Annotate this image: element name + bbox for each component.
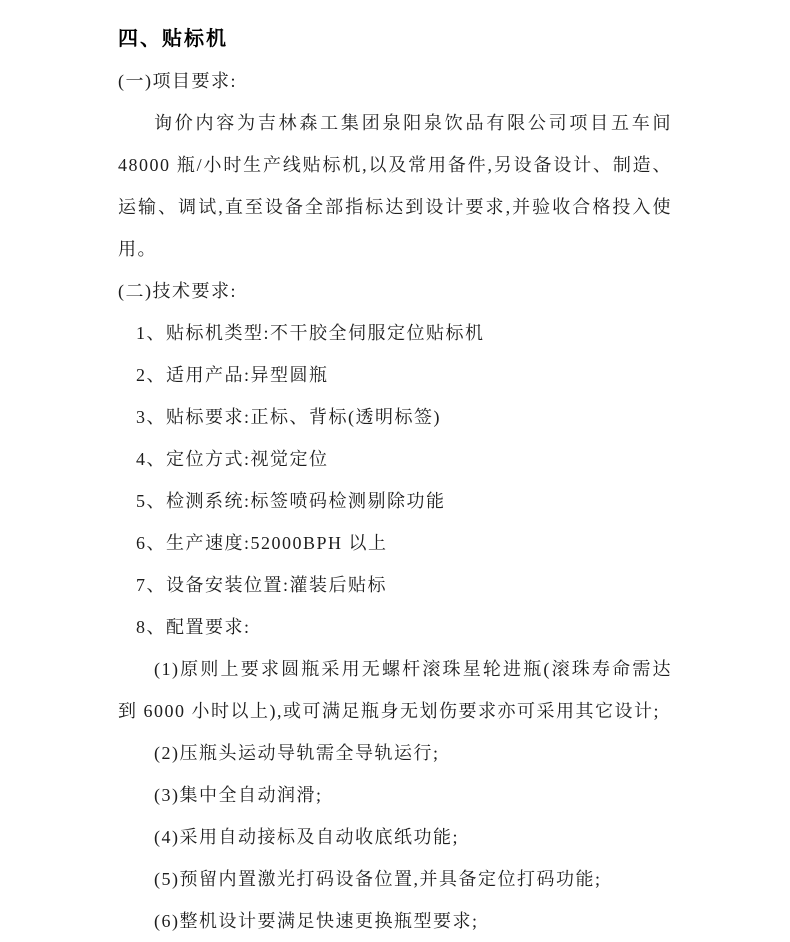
config-item-auto-lubrication: (3)集中全自动润滑;: [154, 785, 323, 805]
section-2-title: (二)技术要求:: [118, 281, 237, 301]
config-item-press-head-rail: (2)压瓶头运动导轨需全导轨运行;: [154, 743, 440, 763]
config-item-quick-changeover: (6)整机设计要满足快速更换瓶型要求;: [154, 911, 479, 931]
tech-item-positioning-method: 4、定位方式:视觉定位: [136, 449, 329, 469]
tech-item-labeler-type: 1、贴标机类型:不干胶全伺服定位贴标机: [136, 323, 485, 343]
section-1-title: (一)项目要求:: [118, 71, 237, 91]
tech-item-install-position: 7、设备安装位置:灌装后贴标: [136, 575, 387, 595]
tech-item-configuration: 8、配置要求:: [136, 617, 251, 637]
tech-item-labeling-requirement: 3、贴标要求:正标、背标(透明标签): [136, 407, 441, 427]
doc-heading: 四、贴标机: [118, 28, 228, 50]
tech-item-production-speed: 6、生产速度:52000BPH 以上: [136, 533, 388, 553]
tech-item-detection-system: 5、检测系统:标签喷码检测剔除功能: [136, 491, 446, 511]
config-item-bottle-infeed: (1)原则上要求圆瓶采用无螺杆滚珠星轮进瓶(滚珠寿命需达到 6000 小时以上),或可满足瓶身无划伤要求亦可采用其它设计;: [118, 659, 672, 721]
config-item-auto-splicing: (4)采用自动接标及自动收底纸功能;: [154, 827, 459, 847]
tech-item-applicable-product: 2、适用产品:异型圆瓶: [136, 365, 329, 385]
project-requirements-paragraph: 询价内容为吉林森工集团泉阳泉饮品有限公司项目五车间 48000 瓶/小时生产线贴标机,以及常用备件,另设备设计、制造、运输、调试,直至设备全部指标达到设计要求,并验收合格投入使用。: [118, 113, 672, 259]
config-item-laser-coder-space: (5)预留内置激光打码设备位置,并具备定位打码功能;: [154, 869, 602, 889]
